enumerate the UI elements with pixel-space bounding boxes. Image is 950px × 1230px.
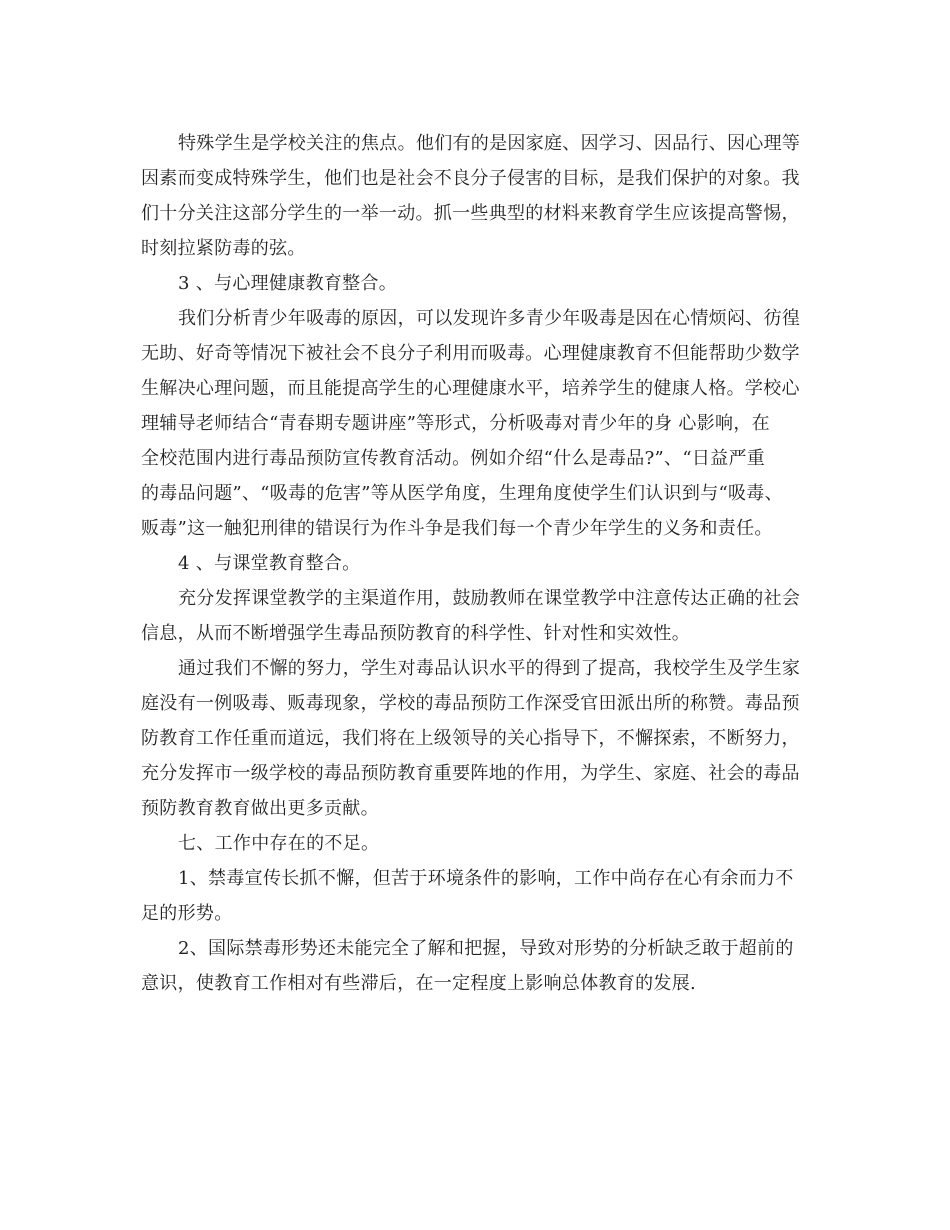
paragraph-line: 特殊学生是学校关注的焦点。他们有的是因家庭、因学习、因品行、因心理等 (178, 133, 801, 154)
paragraph-line: 防教育工作任重而道远，我们将在上级领导的关心指导下，不懈探索，不断努力， (141, 728, 800, 749)
paragraph-line: 意识，使教育工作相对有些滞后，在一定程度上影响总体教育的发展. (141, 973, 697, 994)
paragraph-line: 足的形势。 (141, 903, 233, 924)
paragraph-line: 因素而变成特殊学生，他们也是社会不良分子侵害的目标，是我们保护的对象。我 (141, 168, 800, 189)
paragraph-line: 预防教育教育做出更多贡献。 (141, 798, 379, 819)
paragraph-line: 2、国际禁毒形势还未能完全了解和把握，导致对形势的分析缺乏敢于超前的 (178, 938, 794, 959)
paragraph-line: 1、禁毒宣传长抓不懈，但苦于环境条件的影响，工作中尚存在心有余而力不 (178, 868, 794, 889)
section-heading: 3 、与心理健康教育整合。 (178, 273, 398, 294)
paragraph-line: 时刻拉紧防毒的弦。 (141, 238, 306, 259)
paragraph-line: 通过我们不懈的努力，学生对毒品认识水平的得到了提高，我校学生及学生家 (178, 658, 801, 679)
paragraph-line: 我们分析青少年吸毒的原因，可以发现许多青少年吸毒是因在心情烦闷、彷徨 (178, 308, 801, 329)
paragraph-line: 庭没有一例吸毒、贩毒现象，学校的毒品预防工作深受官田派出所的称赞。毒品预 (141, 693, 800, 714)
paragraph-line: 信息，从而不断增强学生毒品预防教育的科学性、针对性和实效性。 (141, 623, 690, 644)
paragraph-line: 全校范围内进行毒品预防宣传教育活动。例如介绍“什么是毒品?”、“日益严重 (141, 448, 766, 469)
section-heading: 4 、与课堂教育整合。 (178, 553, 361, 574)
paragraph-line: 们十分关注这部分学生的一举一动。抓一些典型的材料来教育学生应该提高警惕， (141, 203, 800, 224)
paragraph-line: 无助、好奇等情况下被社会不良分子利用而吸毒。心理健康教育不但能帮助少数学 (141, 343, 800, 364)
paragraph-line: 理辅导老师结合“青春期专题讲座”等形式，分析吸毒对青少年的身 心影响，在 (141, 413, 770, 434)
document-body (141, 126, 831, 1001)
paragraph-line: 贩毒”这一触犯刑律的错误行为作斗争是我们每一个青少年学生的义务和责任。 (141, 518, 773, 539)
paragraph-line: 充分发挥课堂教学的主渠道作用，鼓励教师在课堂教学中注意传达正确的社会 (178, 588, 801, 609)
paragraph-line: 的毒品问题”、“吸毒的危害”等从医学角度，生理角度使学生们认识到与“吸毒、 (141, 483, 783, 504)
paragraph-line: 充分发挥市一级学校的毒品预防教育重要阵地的作用，为学生、家庭、社会的毒品 (141, 763, 800, 784)
section-heading: 七、工作中存在的不足。 (178, 833, 380, 854)
paragraph-line: 生解决心理问题，而且能提高学生的心理健康水平，培养学生的健康人格。学校心 (141, 378, 800, 399)
